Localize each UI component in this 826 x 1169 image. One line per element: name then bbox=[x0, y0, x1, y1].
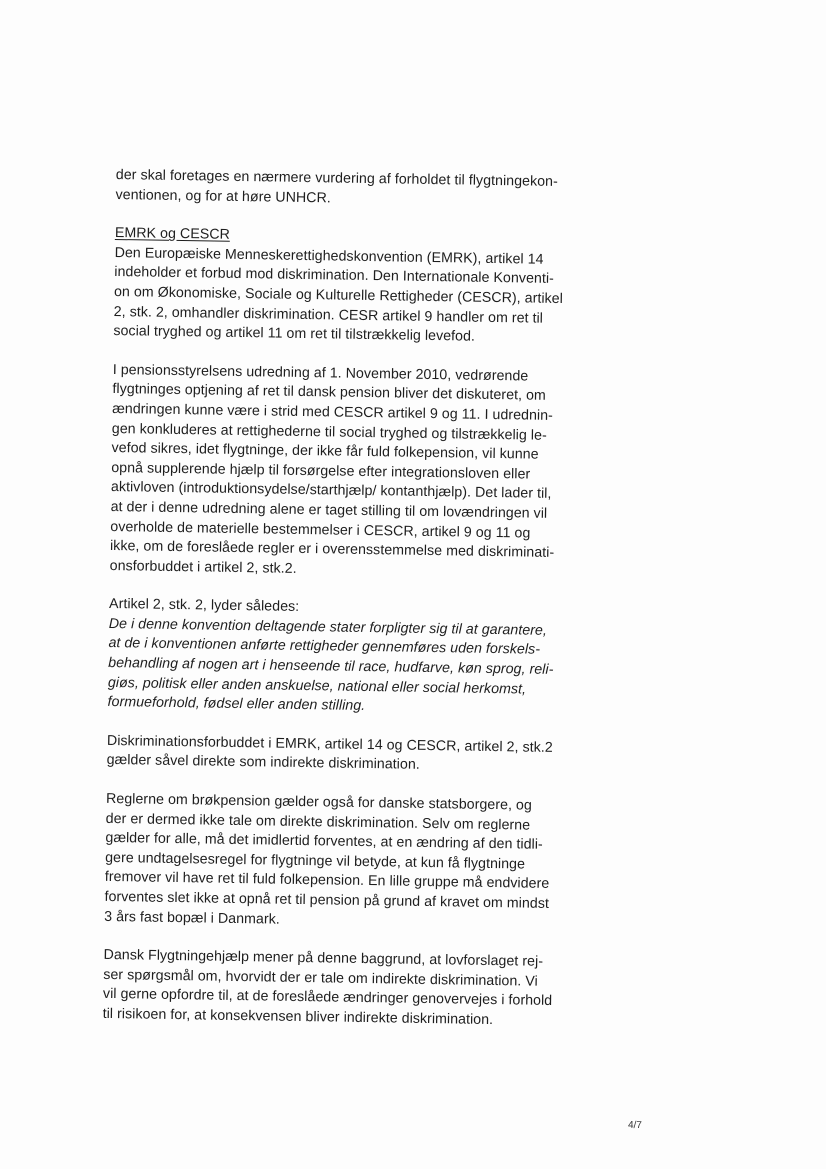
text-line: Reglerne om brøkpension gælder også for danske statsborgere, og bbox=[105, 790, 532, 814]
text-line: on om Økonomiske, Sociale og Kulturelle Rettigheder (CESCR), artikel bbox=[113, 283, 564, 308]
text-line: ser spørgsmål om, hvorvidt der er tale om indirekte diskrimination. Vi bbox=[103, 966, 538, 990]
text-line: ændringen kunne være i strid med CESCR artikel 9 og 11. I udrednin- bbox=[112, 400, 554, 424]
text-line: onsforbuddet i artikel 2, stk.2. bbox=[109, 557, 297, 577]
text-line: vefod sikres, idet flygtninge, der ikke får fuld folkepension, vil kunne bbox=[111, 440, 539, 463]
text-line: indeholder et forbud mod diskrimination. Den Internationale Konventi- bbox=[114, 264, 554, 288]
text-line: forventes slet ikke at opnå ret til pension på grund af kravet om mindst bbox=[104, 888, 550, 912]
paragraph-intro bbox=[115, 166, 616, 213]
text-line: 3 års fast bopæl i Danmark. bbox=[104, 908, 280, 928]
text-line: aktivloven (introduktionsydelse/starthjælp/ kontanthjælp). Det lader til, bbox=[110, 479, 552, 503]
quote-line: giøs, politisk eller anden anskuelse, national eller social herkomst, bbox=[107, 674, 527, 698]
text-line: der er dermed ikke tale om direkte diskrimination. Selv om reglerne bbox=[105, 810, 531, 834]
paragraph-brokpension bbox=[104, 790, 606, 935]
text-line: gen konkluderes at rettighederne til social tryghed og tilstrækkelig le- bbox=[111, 420, 547, 444]
blockquote bbox=[107, 615, 608, 721]
quote-line: De i denne konvention deltagende stater forpligter sig til at garantere, bbox=[108, 615, 548, 639]
paragraph-discrimination-ban bbox=[106, 732, 607, 779]
section-emrk-cescr bbox=[113, 224, 615, 349]
paragraph-conclusion bbox=[103, 946, 604, 1032]
quote-line: behandling af nogen art i henseende til race, hudfarve, køn sprog, reli- bbox=[108, 655, 554, 678]
page-number: 4/7 bbox=[627, 1119, 642, 1132]
quote-line: formueforhold, fødsel eller anden stilling. bbox=[107, 694, 366, 715]
text-line: flygtninges optjening af ret til dansk pension bliver det diskuteret, om bbox=[112, 381, 546, 405]
paragraph-pensionsstyrelsen bbox=[110, 361, 613, 584]
text-line: Dansk Flygtningehjælp mener på denne baggrund, at lovforslaget rej- bbox=[103, 947, 544, 970]
text-line: gælder for alle, må det imidlertid forventes, at en ændring af den tidli- bbox=[105, 830, 543, 854]
section-heading: EMRK og CESCR bbox=[114, 225, 231, 243]
text-line: der skal foretages en nærmere vurdering af forholdet til flygtningekon- bbox=[115, 166, 558, 190]
text-line: gere undtagelsesregel for flygtninge vil betyde, at kun få flygtninge bbox=[105, 849, 526, 873]
text-line: 2, stk. 2, omhandler diskrimination. CESR artikel 9 handler om ret til bbox=[113, 303, 544, 327]
text-line: Den Europæiske Menneskerettighedskonvention (EMRK), artikel 14 bbox=[114, 244, 544, 268]
text-line: ikke, om de foreslåede regler er i overensstemmelse med diskriminati- bbox=[109, 538, 555, 562]
text-line: Diskriminationsforbuddet i EMRK, artikel 14 og CESCR, artikel 2, stk.2 bbox=[106, 732, 553, 756]
text-line: I pensionsstyrelsens udredning af 1. November 2010, vedrørende bbox=[112, 361, 529, 385]
text-line: fremover vil have ret til fuld folkepension. En lille gruppe må endvidere bbox=[104, 869, 550, 893]
text-line: ventionen, og for at høre UNHCR. bbox=[115, 186, 331, 206]
text-line: overholde de materielle bestemmelser i CESCR, artikel 9 og 11 og bbox=[110, 518, 531, 542]
text-line: gælder såvel direkte som indirekte diskrimination. bbox=[106, 752, 420, 774]
paragraph-article-quote bbox=[107, 595, 609, 720]
quote-line: at de i konventionen anførte rettigheder gennemføres uden forskels- bbox=[108, 635, 541, 659]
text-line: til risikoen for, at konsekvensen bliver indirekte diskrimination. bbox=[102, 1005, 494, 1028]
text-line: at der i denne udredning alene er taget stilling til om lovændringen vil bbox=[110, 498, 548, 522]
quote-intro: Artikel 2, stk. 2, lyder således: bbox=[108, 596, 300, 616]
text-line: social tryghed og artikel 11 om ret til tilstrækkelig levefod. bbox=[113, 323, 476, 345]
text-line: vil gerne opfordre til, at de foreslåede ændringer genovervejes i forhold bbox=[102, 986, 553, 1010]
document-body bbox=[102, 166, 616, 1051]
text-line: opnå supplerende hjælp til forsørgelse efter integrationsloven eller bbox=[111, 459, 531, 483]
